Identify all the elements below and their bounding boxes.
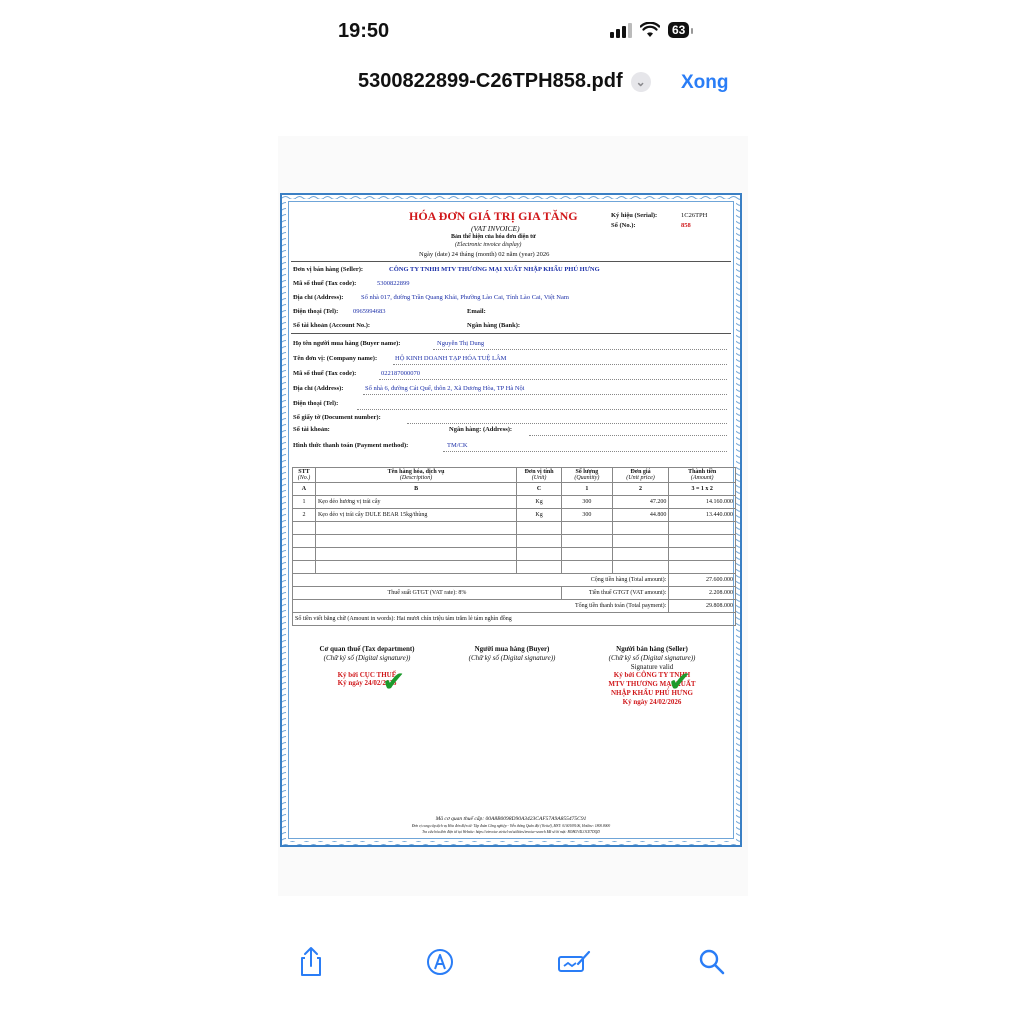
tax-sig-sub: (Chữ ký số (Digital signature)) — [323, 653, 411, 662]
signal-icon — [610, 22, 632, 38]
row-no: 2 — [293, 509, 316, 522]
empty-row — [293, 535, 736, 548]
payment-total-value: 29.808.000 — [669, 600, 736, 613]
row-quantity: 300 — [561, 496, 612, 509]
seller-signed-by: NHẬP KHẨU PHÚ HƯNG — [611, 688, 693, 697]
tax-signed-by: Ký bởi CỤC THUẾ — [337, 670, 397, 679]
invoice-subtitle: (VAT INVOICE) — [471, 224, 520, 233]
col-header-en: (Quantity) — [574, 475, 600, 481]
tax-signed-date: Ký ngày 24/02/2026 — [337, 679, 397, 688]
buyer-company-label: Tên đơn vị: (Company name): — [293, 355, 378, 362]
seller-name-label: Đơn vị bán hàng (Seller): — [293, 266, 364, 273]
seller-phone-label: Điện thoại (Tel): — [293, 308, 339, 315]
dotted-line — [433, 349, 727, 350]
seller-address: Số nhà 017, đường Trần Quang Khải, Phường Lào Cai, Tỉnh Lào Cai, Việt Nam — [361, 294, 569, 301]
row-amount: 14.160.000 — [669, 496, 736, 509]
chevron-down-icon[interactable]: ⌄ — [631, 72, 651, 92]
items-table — [292, 467, 736, 626]
buyer-bank-label: Ngân hàng: (Address): — [449, 426, 513, 433]
amount-words-row — [293, 613, 736, 626]
invoice-page — [280, 193, 742, 847]
markup-icon[interactable] — [422, 944, 458, 980]
row-description: Kẹo dẻo vị trái cây DULE BEAR 15kg/thùng — [315, 509, 516, 522]
tax-sig-title: Cơ quan thuế (Tax department) — [319, 645, 415, 653]
col-header-en: (Unit) — [531, 475, 547, 481]
dotted-line — [363, 394, 727, 395]
buyer-doc-label: Số giấy tờ (Document number): — [293, 414, 381, 421]
wifi-icon — [640, 22, 660, 38]
dotted-line — [529, 435, 727, 436]
checkmark-icon: ✔ — [382, 665, 406, 698]
seller-signed-date: Ký ngày 24/02/2026 — [622, 697, 682, 706]
buyer-tax-label: Mã số thuế (Tax code): — [293, 370, 357, 377]
table-row — [293, 509, 736, 522]
buyer-address: Số nhà 6, đường Cát Quế, thôn 2, Xã Dương Hòa, TP Hà Nội — [365, 385, 525, 392]
col-header-en: (No.) — [297, 475, 311, 481]
seller-account-label: Số tài khoản (Account No.): — [293, 322, 371, 329]
col-header-en: (Amount) — [690, 475, 714, 481]
checkmark-icon: ✔ — [668, 665, 692, 698]
display-note-en: (Electronic invoice display) — [455, 242, 522, 248]
dotted-line — [379, 379, 727, 380]
file-name-label: 5300822899-C26TPH858.pdf — [358, 70, 623, 92]
code-cell: C — [517, 483, 562, 496]
row-quantity: 300 — [561, 509, 612, 522]
divider — [291, 261, 731, 262]
col-header: Đơn vị tính — [524, 469, 554, 475]
row-unit: Kg — [517, 496, 562, 509]
status-time: 19:50 — [338, 20, 390, 42]
col-header: Đơn giá — [630, 469, 651, 475]
battery-icon: 63 — [668, 22, 689, 38]
empty-row — [293, 548, 736, 561]
seller-name: CÔNG TY TNHH MTV THƯƠNG MẠI XUẤT NHẬP KHẨU PHÚ HƯNG — [389, 266, 600, 273]
buyer-phone-label: Điện thoại (Tel): — [293, 400, 339, 407]
seller-signed-by: Ký bởi CÔNG TY TNHH — [613, 671, 691, 680]
seller-valid: Signature valid — [630, 662, 674, 671]
total-label: Cộng tiền hàng (Total amount): — [293, 574, 669, 587]
total-value: 27.600.000 — [669, 574, 736, 587]
done-button[interactable]: Xong — [681, 72, 729, 93]
seller-signature-block — [582, 645, 722, 706]
number-label: Số (No.): — [611, 222, 636, 229]
buyer-sig-title: Người mua hàng (Buyer) — [474, 645, 550, 653]
share-icon[interactable] — [293, 944, 329, 980]
row-description: Kẹo dẻo hương vị trái cây — [315, 496, 516, 509]
buyer-signature-block — [447, 645, 577, 663]
file-name-title[interactable] — [358, 70, 651, 93]
seller-address-label: Địa chỉ (Address): — [293, 294, 344, 301]
col-header: Thành tiền — [688, 469, 717, 475]
empty-row — [293, 522, 736, 535]
seller-email-label: Email: — [467, 308, 486, 315]
lookup-line: Tra cứu hóa đơn điện tử tại Website: https://vinvoice.viettel.vn/utilities/invoice-search Mã số bí mật: BOBGV4LOCE7DQD — [422, 830, 600, 834]
buyer-tax-code: 022187000070 — [381, 370, 420, 377]
seller-phone: 0965994683 — [353, 308, 386, 315]
seller-bank-label: Ngân hàng (Bank): — [467, 322, 521, 329]
payment-total-row — [293, 600, 736, 613]
col-header-en: (Unit price) — [626, 475, 655, 481]
col-header: Số lượng — [575, 469, 599, 475]
buyer-sig-sub: (Chữ ký số (Digital signature)) — [468, 653, 556, 662]
vat-label: Tiền thuế GTGT (VAT amount): — [561, 587, 668, 600]
col-header: STT — [298, 469, 310, 475]
buyer-account-label: Số tài khoản: — [293, 426, 330, 433]
code-cell: 2 — [612, 483, 669, 496]
buyer-name: Nguyễn Thị Dung — [437, 340, 485, 347]
serial-label: Ký hiệu (Serial): — [611, 212, 658, 219]
display-note: Bản thể hiện của hóa đơn điện tử — [451, 234, 536, 240]
code-cell: 3 = 1 x 2 — [669, 483, 736, 496]
signature-icon[interactable] — [556, 944, 592, 980]
vat-row — [293, 587, 736, 600]
buyer-name-label: Họ tên người mua hàng (Buyer name): — [293, 340, 401, 347]
tax-signature-block — [302, 645, 432, 688]
vat-rate: Thuế suất GTGT (VAT rate): 8% — [293, 587, 562, 600]
serial-value: 1C26TPH — [681, 212, 708, 219]
col-header: Tên hàng hóa, dịch vụ — [387, 469, 445, 475]
table-code-row — [293, 483, 736, 496]
row-unit-price: 44.800 — [612, 509, 669, 522]
row-amount: 13.440.000 — [669, 509, 736, 522]
row-no: 1 — [293, 496, 316, 509]
total-row — [293, 574, 736, 587]
row-unit-price: 47.200 — [612, 496, 669, 509]
row-unit: Kg — [517, 509, 562, 522]
seller-sig-title: Người bán hàng (Seller) — [616, 645, 688, 653]
table-header-row — [293, 468, 736, 483]
table-row — [293, 496, 736, 509]
buyer-company: HỘ KINH DOANH TẠP HÓA TUỆ LÂM — [395, 355, 507, 362]
seller-signed-by: MTV THƯƠNG MẠI XUẤT — [608, 680, 696, 688]
dotted-line — [357, 409, 727, 410]
seller-tax-label: Mã số thuế (Tax code): — [293, 280, 357, 287]
invoice-title: HÓA ĐƠN GIÁ TRỊ GIA TĂNG — [409, 209, 578, 223]
tax-code-line: Mã cơ quan thuế cấp: 00A8B0098D90A3423CAF57A9A855475C91 — [435, 816, 587, 822]
search-icon[interactable] — [694, 944, 730, 980]
amount-in-words: Số tiền viết bằng chữ (Amount in words): Hai mươi chín triệu tám trăm lẻ tám nghìn đồng — [293, 613, 736, 626]
divider — [291, 333, 731, 334]
payment-method: TM/CK — [447, 442, 468, 449]
seller-tax-code: 5300822899 — [377, 280, 410, 287]
dotted-line — [407, 423, 727, 424]
buyer-address-label: Địa chỉ (Address): — [293, 385, 344, 392]
provider-line: Đơn vị cung cấp dịch vụ Hóa đơn điện tử: Tập đoàn Công nghiệp - Viễn thông Quân đội (Viettel), MST: 0100109106, Hotline: 1800.8000 — [411, 824, 611, 828]
dotted-line — [443, 451, 727, 452]
status-icons — [610, 22, 689, 38]
code-cell: B — [315, 483, 516, 496]
code-cell: A — [293, 483, 316, 496]
payment-total-label: Tổng tiền thanh toán (Total payment): — [293, 600, 669, 613]
dotted-line — [393, 364, 727, 365]
vat-value: 2.208.000 — [669, 587, 736, 600]
payment-method-label: Hình thức thanh toán (Payment method): — [293, 442, 409, 449]
empty-row — [293, 561, 736, 574]
col-header-en: (Description) — [399, 475, 433, 481]
seller-sig-sub: (Chữ ký số (Digital signature)) — [608, 653, 696, 662]
invoice-date: Ngày (date) 24 tháng (month) 02 năm (year) 2026 — [419, 251, 550, 258]
code-cell: 1 — [561, 483, 612, 496]
number-value: 858 — [681, 222, 691, 229]
